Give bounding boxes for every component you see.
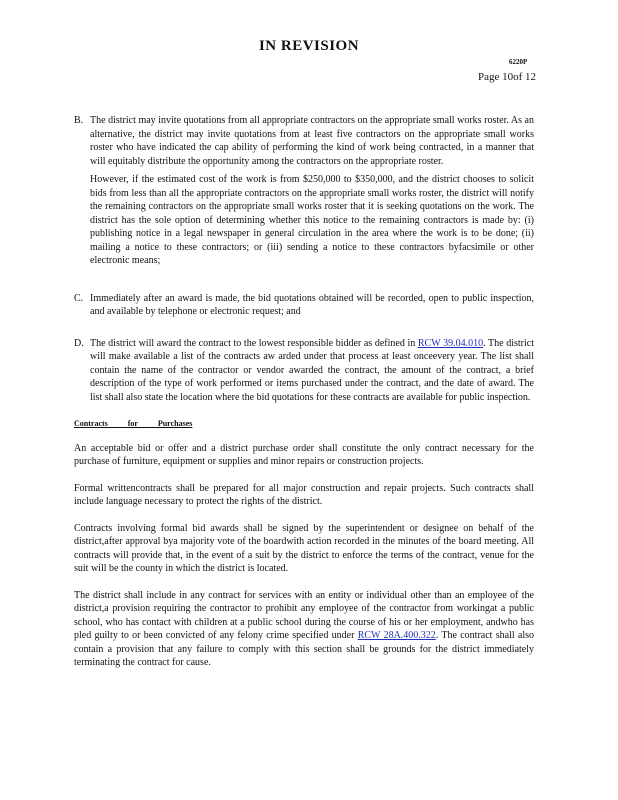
section-b bbox=[74, 114, 534, 268]
section-b-text: The district may invite quotations from all appropriate contractors on the appropriate small works roster. As an alternative, the district may invite quotations from at least five contractors on the appropriate small works roster who have indicated the cap ability of performing the kind of work being contracted, in a manner that will equitably distribute the opportunity among the contractors on the appropriate roster. bbox=[90, 115, 534, 167]
paragraph-formal-contracts: Formal writtencontracts shall be prepared for all major construction and repair projects. Such contracts shall include language necessary to protect the rights of the district. bbox=[74, 482, 534, 507]
section-b-text-however: However, if the estimated cost of the work is from $250,000 to $350,000, and the district chooses to solicit bids from less than all the appropriate contractors on the appropriate small works roster, the district will notify the remaining contractors on the appropriate small works roster that it is seeking quotations on the work. The district has the sole option of determining whether this notice to the remaining contractors is made by: (i) publishing notice in a legal newspaper in general circulation in the area where the work is to be done; (ii) mailing a notice to these contractors; or (iii) sending a notice to these contractors byfacsimile or other electronic means; bbox=[90, 174, 534, 266]
rcw-28a-400-322-link[interactable]: RCW 28A.400.322 bbox=[357, 630, 436, 641]
section-d-text-post: . The district will make available a list of the contracts aw arded under that process at least onceevery year. The list shall contain the name of the contractor or vendor awarded the contract, the amount of the contract, a brief description of the type of work performed or items purchased under the contract, and the date of award. The list shall also state the location where the bid quotations for these contracts are available for public inspection. bbox=[90, 337, 535, 403]
section-d-label: D. bbox=[74, 337, 84, 349]
rcw-39-04-010-link[interactable]: RCW 39.04.010 bbox=[417, 337, 484, 349]
paragraph-services-contract bbox=[74, 589, 534, 670]
paragraph-formal-bid-awards: Contracts involving formal bid awards shall be signed by the superintendent or designee on behalf of the district,after approval bya majority vote of the boardwith action recorded in the minutes of the board meeting. All contracts will provide that, in the event of a suit by the district to enforce the terms of the contract, venue for the suit will be the county in which the district is located. bbox=[74, 522, 534, 574]
paragraph-services-text-pre: The district shall include in any contract for services with an entity or individual other than an employee of the district,a provision requiring the contractor to prohibit any employee of the contractor from workingat a public school, who has contact with children at a public school during the course of his or her employment, andwho has pled guilty to or been convicted of any felony crime specified under bbox=[74, 589, 534, 641]
section-c bbox=[74, 292, 534, 319]
policy-number: 6220P bbox=[509, 58, 528, 66]
section-d-text-pre: The district will award the contract to the lowest responsible bidder as defined in bbox=[90, 337, 416, 349]
section-d bbox=[74, 337, 534, 405]
document-body bbox=[74, 114, 534, 670]
contracts-for-purchases-heading: Contracts for Purchases bbox=[74, 419, 193, 428]
paragraph-acceptable-bid: An acceptable bid or offer and a district purchase order shall constitute the only contract necessary for the purchase of furniture, equipment or supplies and minor repairs or construction projects. bbox=[74, 442, 534, 467]
page-title: IN REVISION bbox=[258, 38, 360, 54]
section-c-text: Immediately after an award is made, the bid quotations obtained will be recorded, open to public inspection, and available by telephone or electronic request; and bbox=[90, 292, 534, 317]
paragraph-services-text-post: . The contract shall also contain a provision that any failure to comply with this section shall be grounds for the district immediately terminating the contract for cause. bbox=[74, 630, 534, 668]
section-b-label: B. bbox=[74, 115, 84, 126]
page-number: Page 10of 12 bbox=[478, 71, 537, 83]
section-d-paragraph bbox=[90, 337, 534, 405]
section-c-label: C. bbox=[74, 292, 84, 304]
